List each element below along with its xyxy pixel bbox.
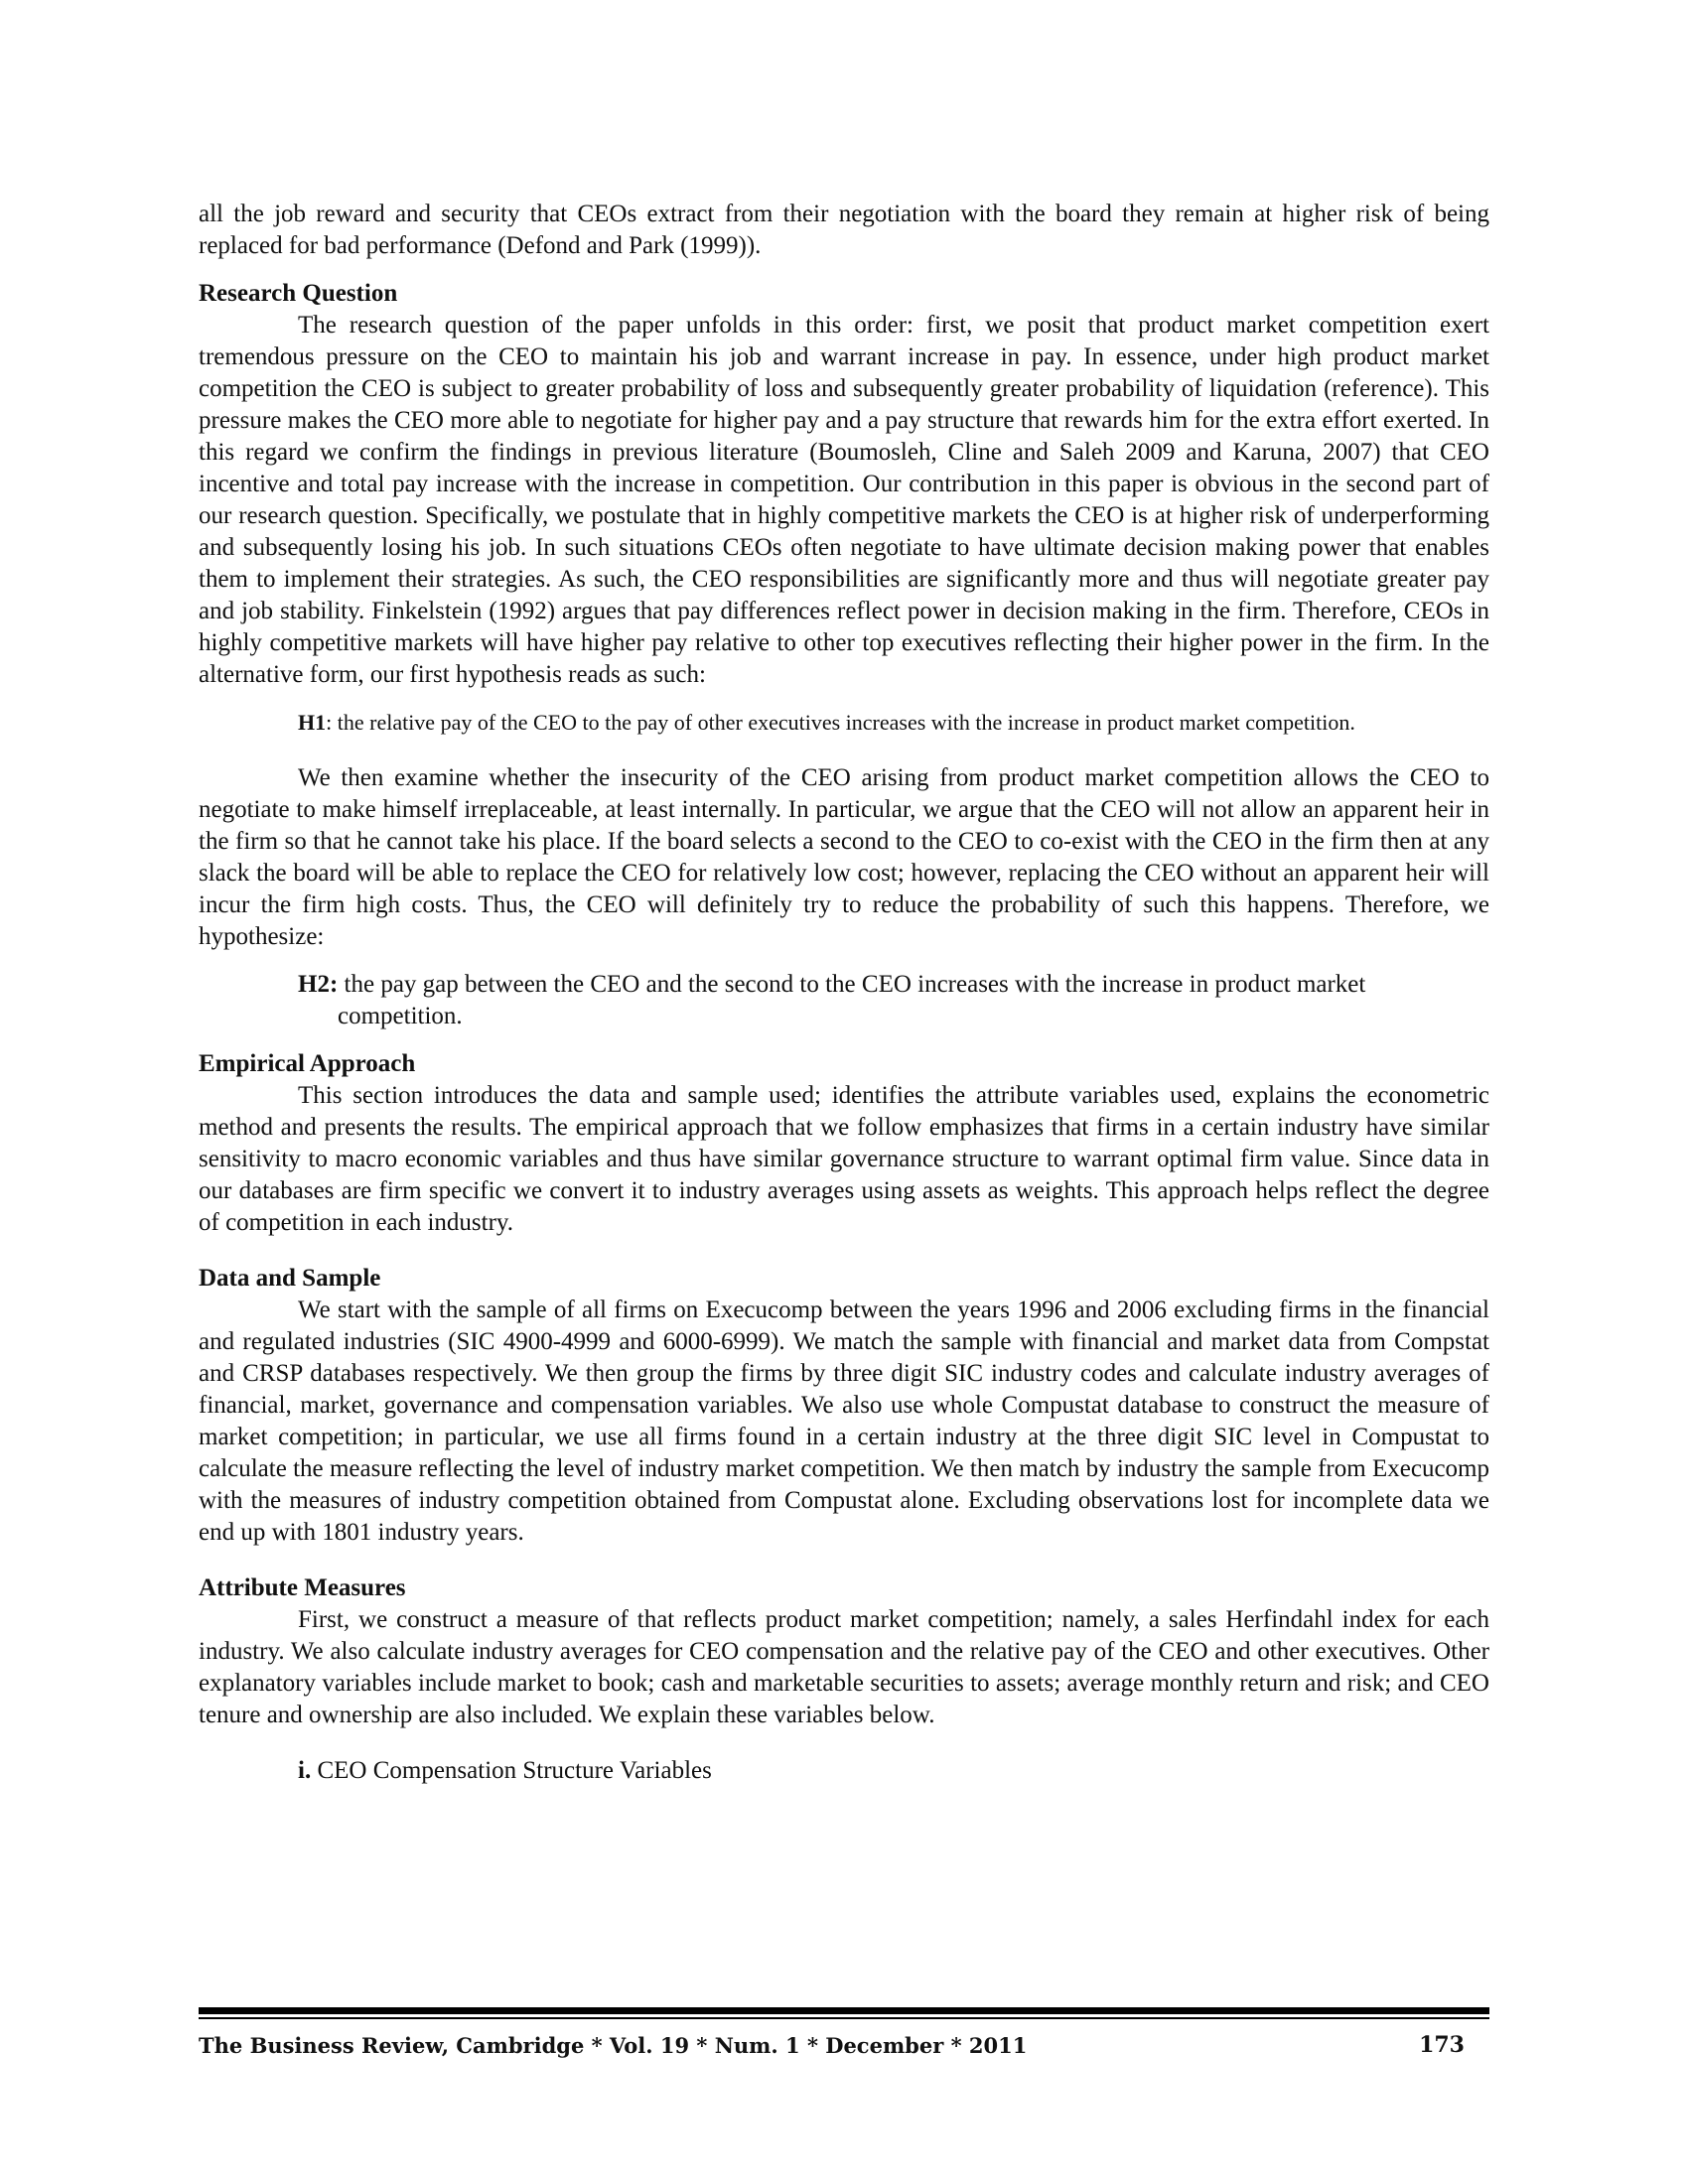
page-footer xyxy=(199,2027,1465,2063)
research-question-paragraph: The research question of the paper unfolds in this order: first, we posit that product market competition exert tremendous pressure on the CEO to maintain his job and warrant increase in pay. In essence, under high product market competition the CEO is subject to greater probability of loss and subsequently greater probability of liquidation (reference). This pressure makes the CEO more able to negotiate for higher pay and a pay structure that rewards him for the extra effort exerted. In this regard we confirm the findings in previous literature (Boumosleh, Cline and Saleh 2009 and Karuna, 2007) that CEO incentive and total pay increase with the increase in competition. Our contribution in this paper is obvious in the second part of our research question. Specifically, we postulate that in highly competitive markets the CEO is at higher risk of underperforming and subsequently losing his job. In such situations CEOs often negotiate to have ultimate decision making power that enables them to implement their strategies. As such, the CEO responsibilities are significantly more and thus will negotiate greater pay and job stability. Finkelstein (1992) argues that pay differences reflect power in decision making in the firm. Therefore, CEOs in highly competitive markets will have higher pay relative to other top executives reflecting their higher power in the firm. In the alternative form, our first hypothesis reads as such: xyxy=(199,312,1489,688)
empirical-approach-heading: Empirical Approach xyxy=(199,1050,416,1077)
empirical-approach-paragraph: This section introduces the data and sample used; identifies the attribute variables used, explains the econometric method and presents the results. The empirical approach that we follow emphasizes that firms in a certain industry have similar sensitivity to macro economic variables and thus have similar governance structure to warrant optimal firm value. Since data in our databases are firm specific we convert it to industry averages using assets as weights. This approach helps reflect the degree of competition in each industry. xyxy=(199,1082,1489,1236)
attribute-measures-heading: Attribute Measures xyxy=(199,1574,406,1601)
journal-citation: The Business Review, Cambridge * Vol. 19 * Num. 1 * December * 2011 xyxy=(199,2032,1028,2058)
footer-rule-thin xyxy=(199,2017,1489,2019)
h1-text: : the relative pay of the CEO to the pay of other executives increases with the increase in product market competition. xyxy=(326,710,1355,735)
intro-paragraph: all the job reward and security that CEOs extract from their negotiation with the board they remain at higher risk of being replaced for bad performance (Defond and Park (1999)). xyxy=(199,201,1489,259)
hypothesis-h2 xyxy=(298,969,1489,1032)
h2-label: H2: xyxy=(298,971,339,998)
list-item-text: CEO Compensation Structure Variables xyxy=(311,1757,712,1784)
list-item-ceo-compensation xyxy=(298,1755,1489,1787)
footer-rule-thick xyxy=(199,2007,1489,2014)
list-item-label: i. xyxy=(298,1757,312,1784)
hypothesis-h1 xyxy=(298,707,1489,739)
data-and-sample-paragraph: We start with the sample of all firms on Execucomp between the years 1996 and 2006 excluding firms in the financial and regulated industries (SIC 4900-4999 and 6000-6999). We match the sample with financial and market data from Compstat and CRSP databases respectively. We then group the firms by three digit SIC industry codes and calculate industry averages of financial, market, governance and compensation variables. We also use whole Compustat database to construct the measure of market competition; in particular, we use all firms found in a certain industry at the three digit SIC level in Compustat to calculate the measure reflecting the level of industry market competition. We then match by industry the sample from Execucomp with the measures of industry competition obtained from Compustat alone. Excluding observations lost for incomplete data we end up with 1801 industry years. xyxy=(199,1297,1489,1546)
page-number: 173 xyxy=(1419,2032,1465,2058)
data-and-sample-heading: Data and Sample xyxy=(199,1265,381,1292)
attribute-measures-paragraph: First, we construct a measure of that reflects product market competition; namely, a sales Herfindahl index for each industry. We also calculate industry averages for CEO compensation and the relative pay of the CEO and other executives. Other explanatory variables include market to book; cash and marketable securities to assets; average monthly return and risk; and CEO tenure and ownership are also included. We explain these variables below. xyxy=(199,1606,1489,1728)
page-body xyxy=(199,199,1489,1787)
research-question-heading: Research Question xyxy=(199,280,398,307)
h2-text: the pay gap between the CEO and the second to the CEO increases with the increase in product market competition. xyxy=(338,971,1366,1029)
h1-label: H1 xyxy=(298,710,327,735)
research-question-paragraph-2: We then examine whether the insecurity of the CEO arising from product market competition allows the CEO to negotiate to make himself irreplaceable, at least internally. In particular, we argue that the CEO will not allow an apparent heir in the firm so that he cannot take his place. If the board selects a second to the CEO to co-exist with the CEO in the firm then at any slack the board will be able to replace the CEO for relatively low cost; however, replacing the CEO without an apparent heir will incur the firm high costs. Thus, the CEO will definitely try to reduce the probability of such this happens. Therefore, we hypothesize: xyxy=(199,764,1489,950)
